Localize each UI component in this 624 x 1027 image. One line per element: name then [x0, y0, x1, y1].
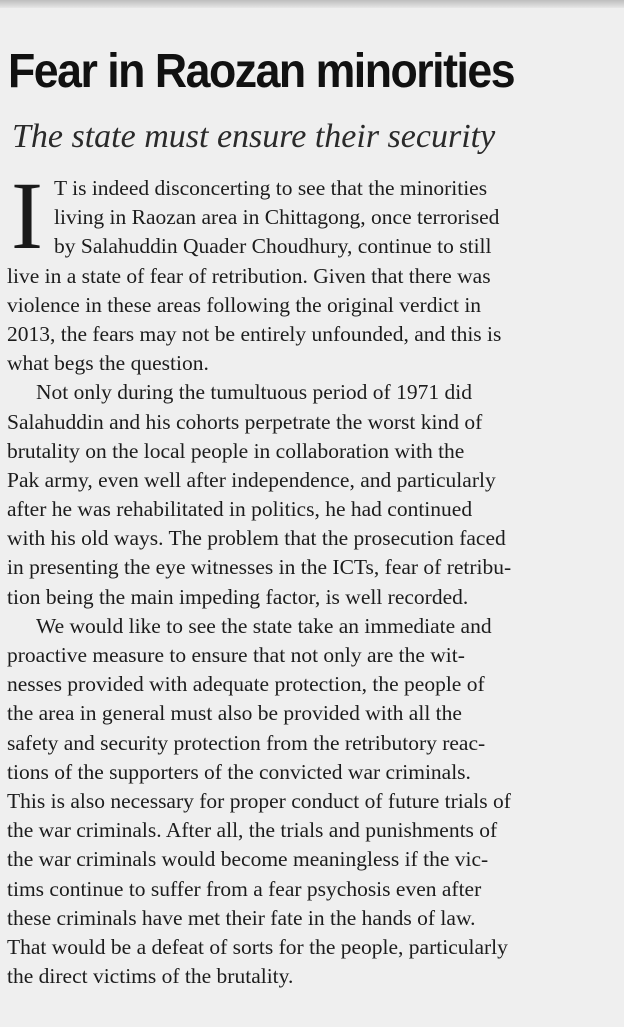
body-line: by Salahuddin Quader Choudhury, continue to still: [54, 234, 492, 259]
paragraph-start-line: We would like to see the state take an immediate and: [36, 613, 492, 638]
body-line: in presenting the eye witnesses in the ICTs, fear of retribu-: [7, 555, 512, 580]
body-line: proactive measure to ensure that not only are the wit-: [7, 643, 465, 667]
body-line: Pak army, even well after independence, and particularly: [7, 467, 496, 492]
body-line: T is indeed disconcerting to see that the minorities: [54, 176, 488, 200]
body-line: tims continue to suffer from a fear psychosis even after: [7, 876, 482, 901]
body-line: Salahuddin and his cohorts perpetrate the worst kind of: [7, 409, 483, 434]
body-line: after he was rehabilitated in politics, he had continued: [7, 497, 473, 522]
headline: Fear in Raozan minorities: [8, 45, 515, 98]
body-line: the war criminals would become meaningless if the vic-: [7, 847, 489, 872]
body-line: what begs the question.: [7, 351, 209, 376]
body-line: 2013, the fears may not be entirely unfounded, and this is: [7, 321, 502, 346]
body-line: these criminals have met their fate in the hands of law.: [7, 905, 476, 930]
body-line: live in a state of fear of retribution. Given that there was: [7, 263, 491, 288]
body-line: with his old ways. The problem that the prosecution faced: [7, 526, 506, 551]
body-line: the area in general must also be provided with all the: [7, 701, 462, 726]
body-line: tion being the main impeding factor, is well recorded.: [7, 584, 469, 609]
body-line: brutality on the local people in collaboration with the: [7, 438, 465, 463]
body-line: the direct victims of the brutality.: [7, 964, 294, 989]
drop-cap: I: [11, 162, 43, 269]
subheadline: The state must ensure their security: [12, 118, 496, 155]
body-line: living in Raozan area in Chittagong, once terrorised: [54, 205, 500, 230]
body-line: nesses provided with adequate protection, the people of: [7, 672, 485, 697]
body-line: safety and security protection from the retributory reac-: [7, 730, 486, 755]
paragraph-start-line: Not only during the tumultuous period of 1971 did: [36, 380, 472, 405]
body-line: violence in these areas following the original verdict in: [7, 292, 482, 317]
article-body: [7, 162, 603, 991]
body-line: That would be a defeat of sorts for the people, particularly: [7, 934, 508, 959]
body-line: tions of the supporters of the convicted war criminals.: [7, 759, 471, 784]
body-line: This is also necessary for proper conduct of future trials of: [7, 788, 511, 813]
body-line: the war criminals. After all, the trials and punishments of: [7, 818, 498, 843]
